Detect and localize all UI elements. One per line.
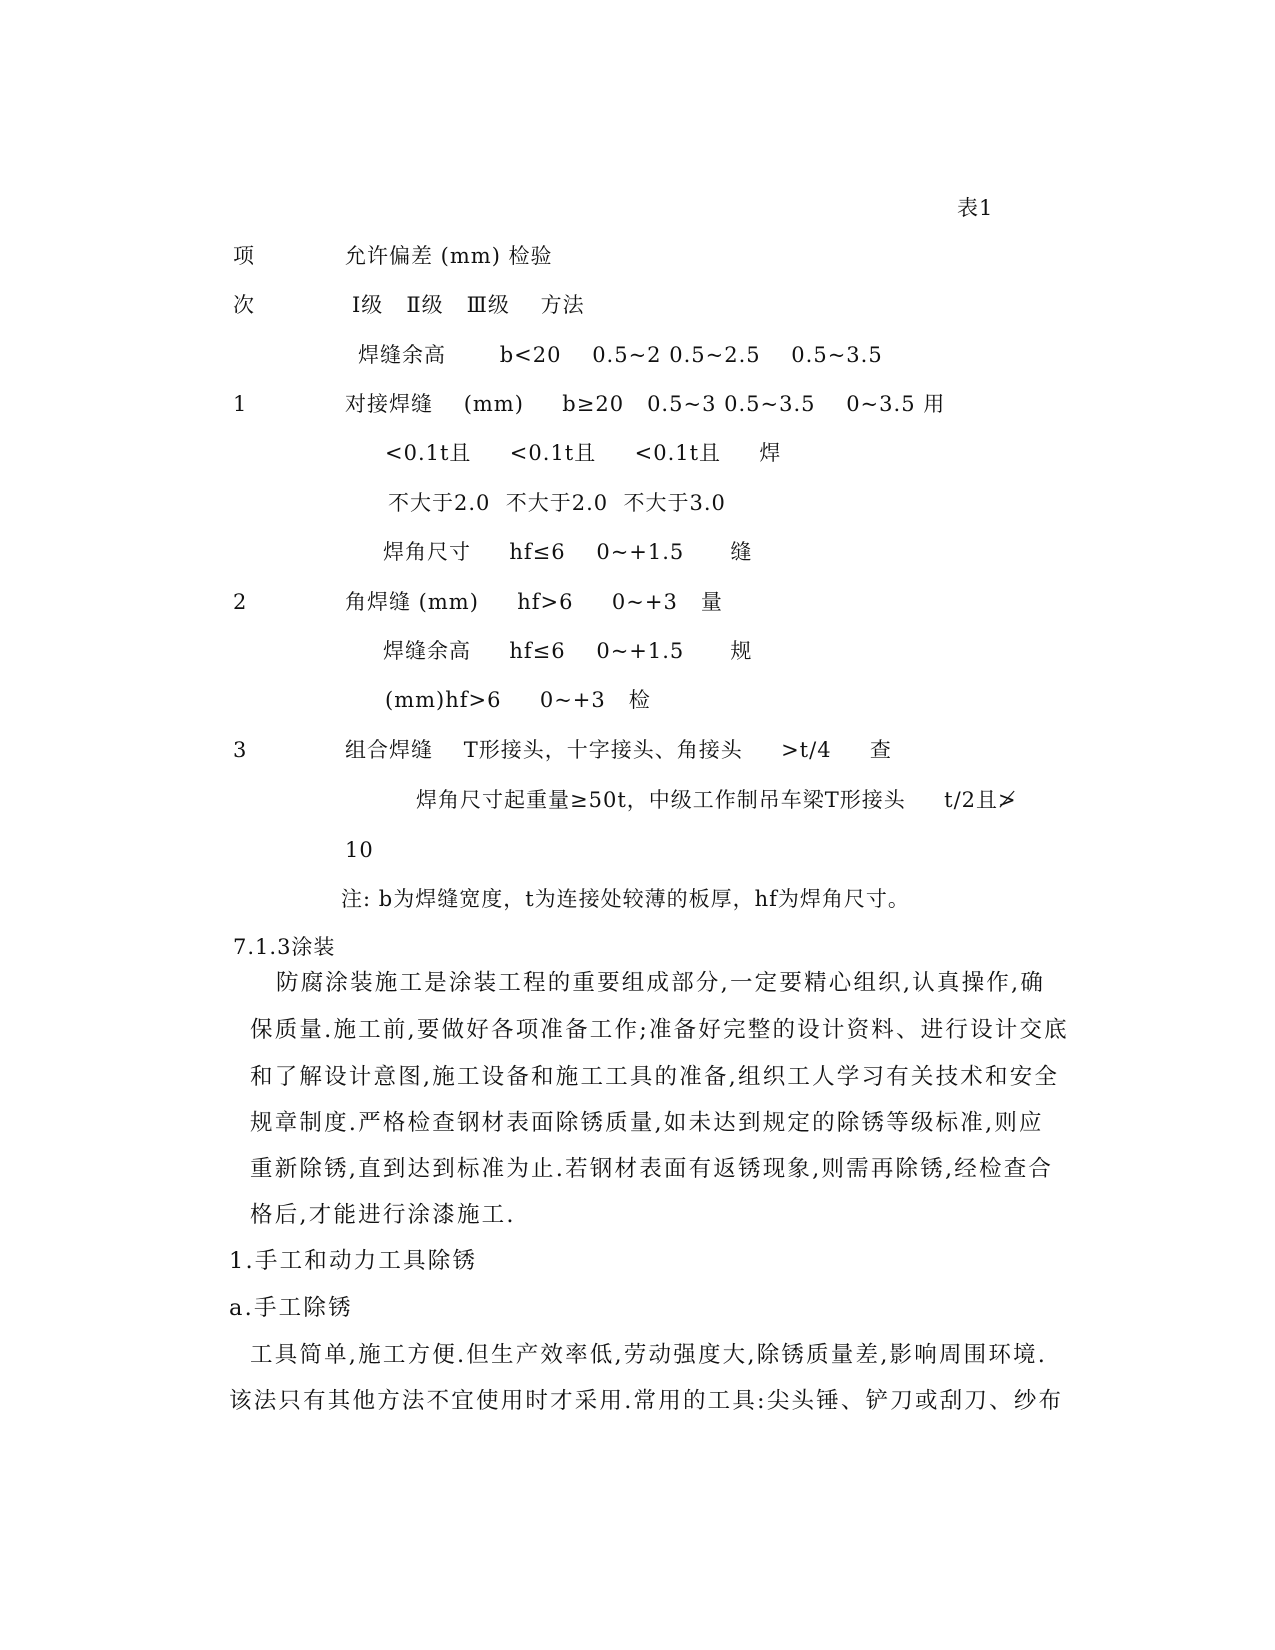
paragraph-line: 重新除锈,直到达到标准为止.若钢材表面有返锈现象,则需再除锈,经检查合 bbox=[250, 1156, 1054, 1182]
table-subheader-col2: Ⅰ级 Ⅱ级 Ⅲ级 方法 bbox=[352, 293, 585, 317]
paragraph-line: 保质量.施工前,要做好各项准备工作;准备好完整的设计资料、进行设计交底 bbox=[250, 1017, 1069, 1043]
paragraph-line: 防腐涂装施工是涂装工程的重要组成部分,一定要精心组织,认真操作,确 bbox=[276, 970, 1046, 996]
table-note: 注: b为焊缝宽度，t为连接处较薄的板厚，hf为焊角尺寸。 bbox=[341, 887, 910, 911]
subsection-heading: a.手工除锈 bbox=[229, 1295, 353, 1321]
table-row: 不大于2.0 不大于2.0 不大于3.0 bbox=[388, 491, 726, 515]
table-row: 焊缝余高 b<20 0.5~2 0.5~2.5 0.5~3.5 bbox=[358, 343, 883, 367]
paragraph-line: 和了解设计意图,施工设备和施工工具的准备,组织工人学习有关技术和安全 bbox=[250, 1064, 1060, 1090]
paragraph-line: 格后,才能进行涂漆施工. bbox=[250, 1202, 516, 1228]
table-row: 焊角尺寸起重量≥50t，中级工作制吊车梁T形接头 t/2且≯ bbox=[416, 788, 1017, 812]
table-row: (mm)hf>6 0~+3 检 bbox=[385, 688, 651, 712]
paragraph-line: 工具简单,施工方便.但生产效率低,劳动强度大,除锈质量差,影响周围环境. bbox=[250, 1342, 1048, 1368]
table-row: 对接焊缝 (mm) b≥20 0.5~3 0.5~3.5 0~3.5 用 bbox=[345, 392, 946, 416]
paragraph-line: 规章制度.严格检查钢材表面除锈质量,如未达到规定的除锈等级标准,则应 bbox=[250, 1110, 1044, 1136]
table-row: 10 bbox=[345, 838, 374, 862]
table-subheader-col1: 次 bbox=[233, 293, 255, 317]
table-header-col2: 允许偏差 (mm) 检验 bbox=[345, 244, 553, 268]
paragraph-line: 该法只有其他方法不宜使用时才采用.常用的工具:尖头锤、铲刀或刮刀、纱布 bbox=[229, 1388, 1064, 1414]
subsection-heading: 1.手工和动力工具除锈 bbox=[229, 1248, 478, 1274]
section-heading: 7.1.3涂装 bbox=[233, 935, 336, 959]
table-row-number: 2 bbox=[233, 590, 248, 614]
table-row: <0.1t且 <0.1t且 <0.1t且 焊 bbox=[385, 441, 782, 465]
table-row: 组合焊缝 T形接头，十字接头、角接头 >t/4 查 bbox=[345, 738, 892, 762]
table-header-col1: 项 bbox=[233, 244, 255, 268]
table-row: 焊缝余高 hf≤6 0~+1.5 规 bbox=[383, 639, 753, 663]
table-row: 角焊缝 (mm) hf>6 0~+3 量 bbox=[345, 590, 723, 614]
table-row-number: 1 bbox=[233, 392, 248, 416]
table-row: 焊角尺寸 hf≤6 0~+1.5 缝 bbox=[383, 540, 753, 564]
table-row-number: 3 bbox=[233, 738, 248, 762]
table-label: 表1 bbox=[957, 196, 994, 220]
